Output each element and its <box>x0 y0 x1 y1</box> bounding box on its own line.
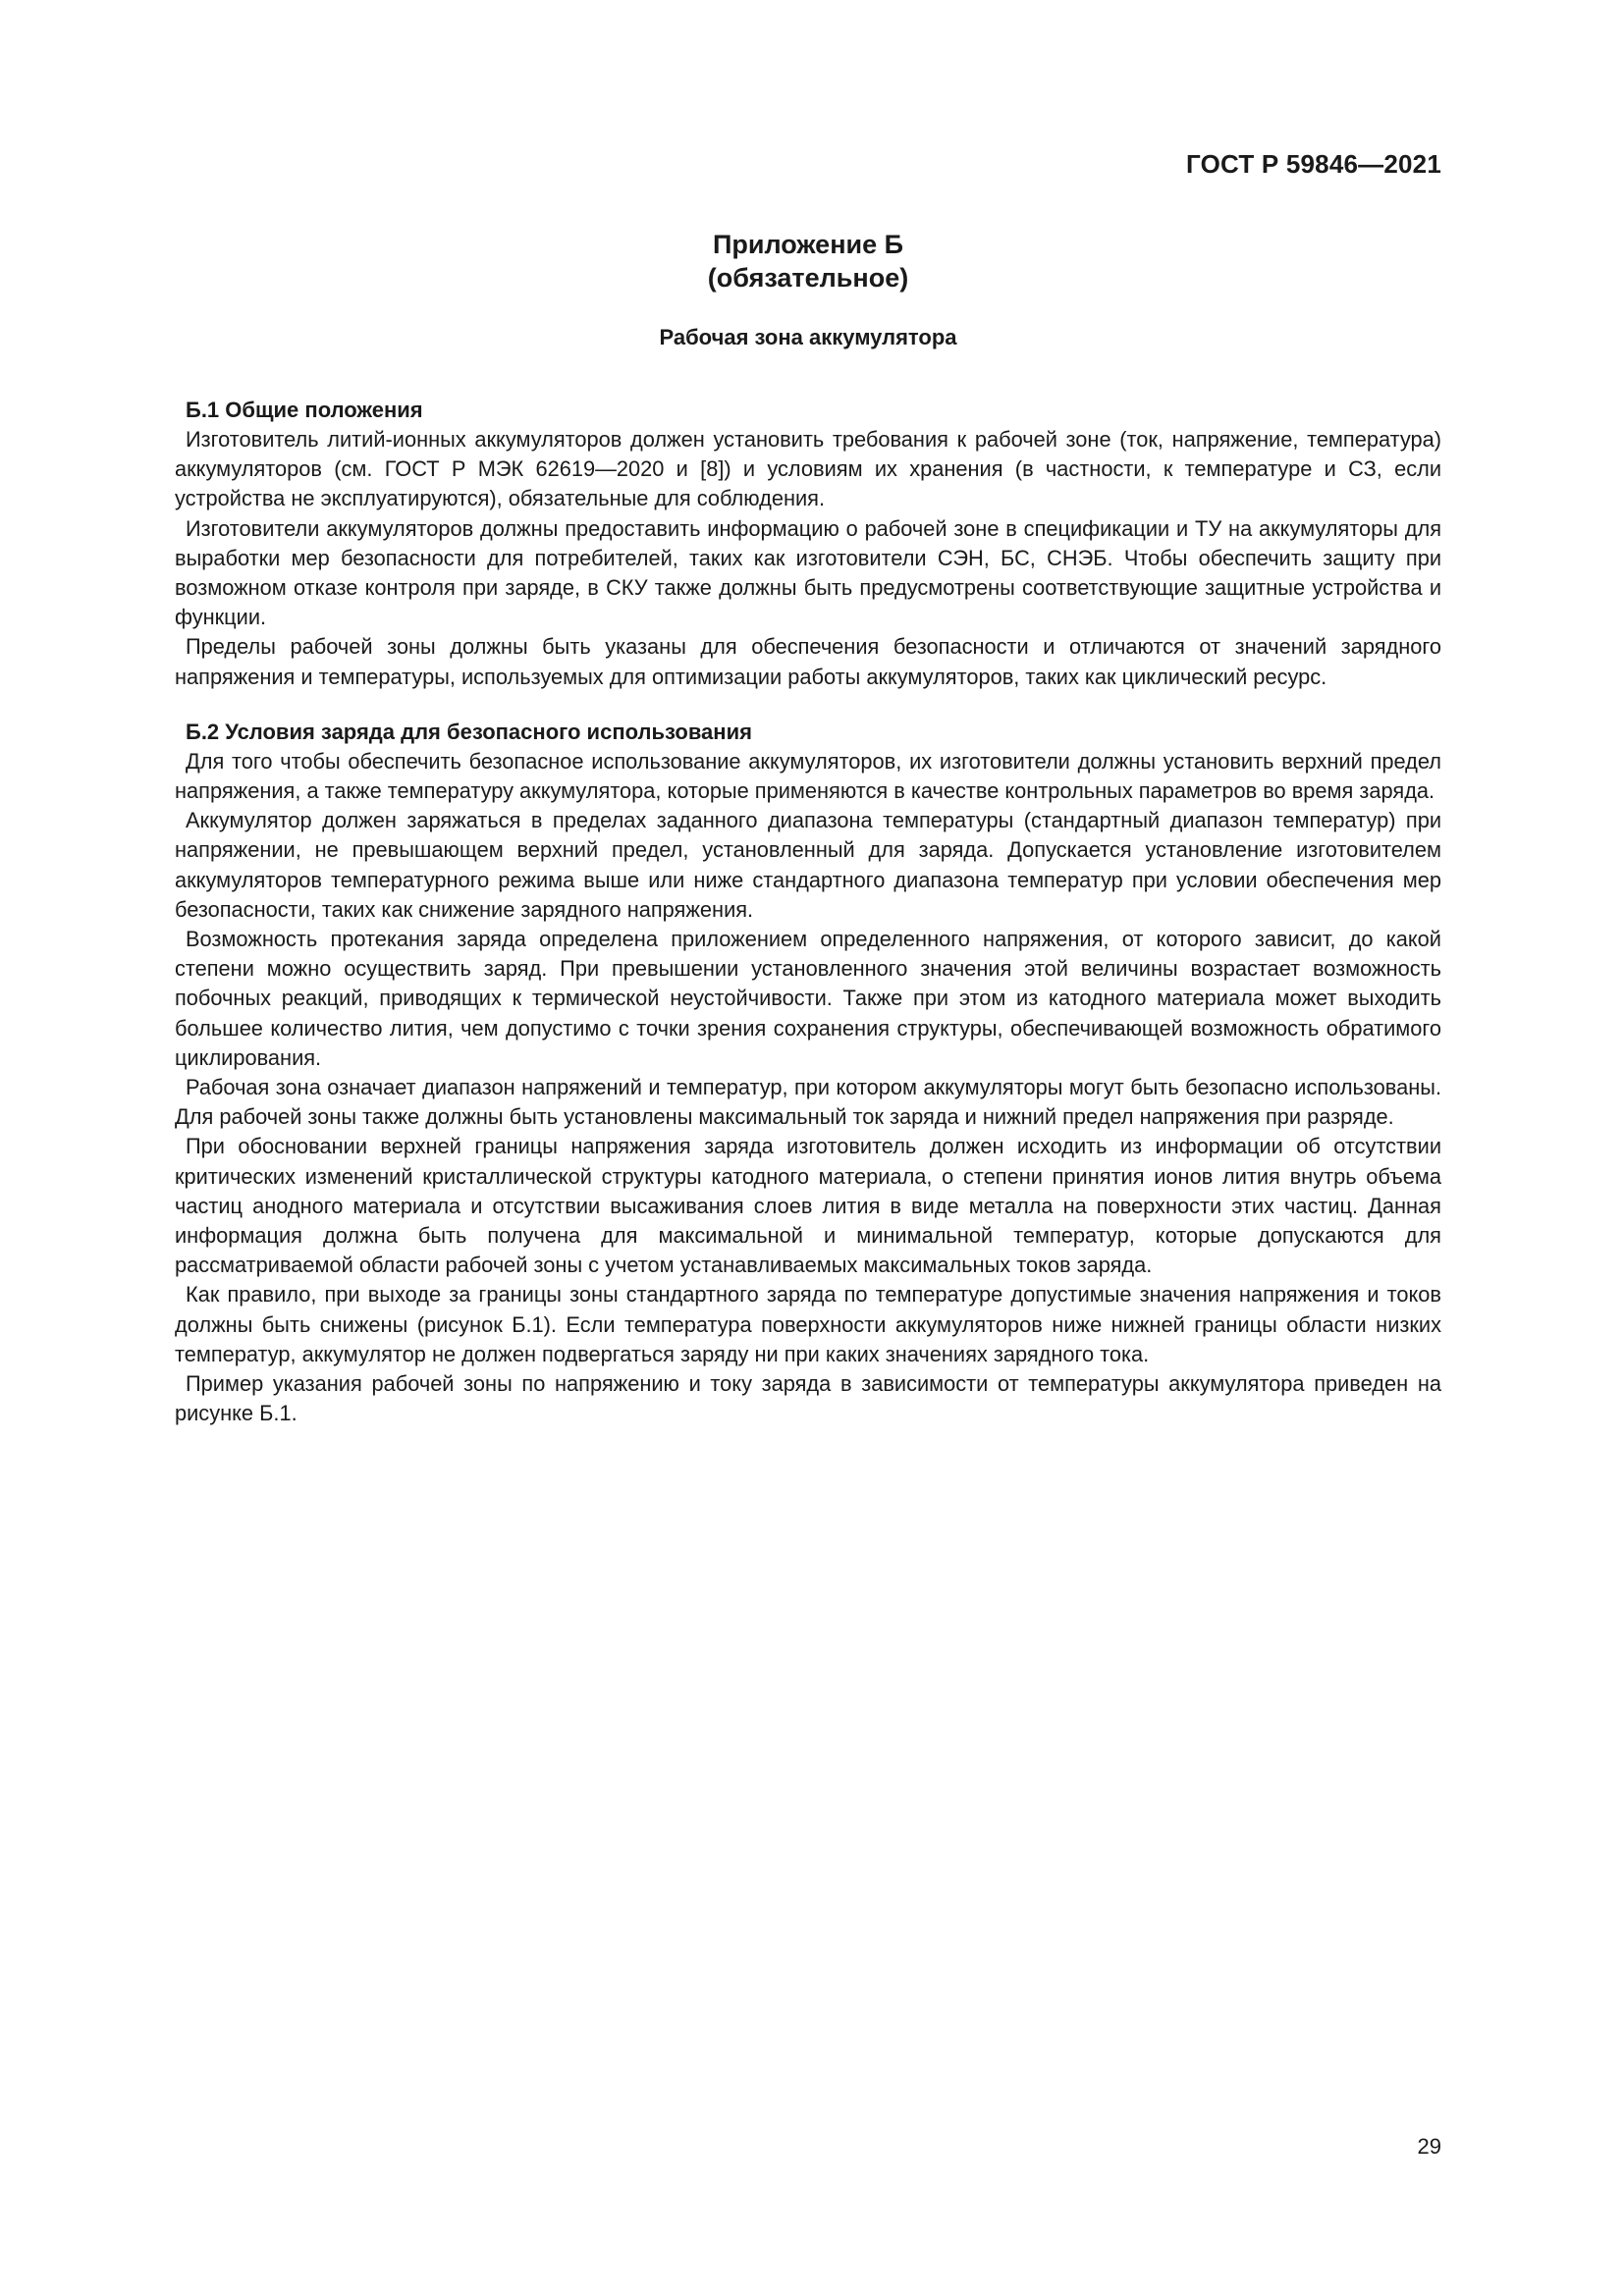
annex-title: Приложение Б <box>712 230 904 259</box>
page-content <box>175 228 1441 1429</box>
annex-heading: Рабочая зона аккумулятора <box>659 325 957 349</box>
section-b2 <box>175 718 1441 1429</box>
annex-status: (обязательное) <box>707 263 909 293</box>
section-title: Б.1 Общие положения <box>186 398 423 422</box>
paragraph: Аккумулятор должен заряжаться в пределах заданного диапазона температуры (стандартный диапазон температур) при напряжении, не превышающем верхний предел, установленный для заряда. Допускается установление изготовителем аккумуляторов температурного режима выше или ниже стандартного диапазона температур при условии обеспечения мер безопасности, таких как снижение зарядного напряжения. <box>175 808 1441 922</box>
paragraph: Возможность протекания заряда определена приложением определенного напряжения, от которого зависит, до какой степени можно осуществить заряд. При превышении установленного значения этой величины возрастает возможность побочных реакций, приводящих к термической неустойчивости. Также при этом из катодного материала может выходить большее количество лития, чем допустимо с точки зрения сохранения структуры, обеспечивающей возможность обратимого циклирования. <box>175 927 1441 1070</box>
paragraph: Изготовитель литий-ионных аккумуляторов должен установить требования к рабочей зоне (ток, напряжение, температура) аккумуляторов (см. ГОСТ Р МЭК 62619—2020 и [8]) и условиям их хранения (в частности, к температуре и СЗ, если устройства не эксплуатируются), обязательные для соблюдения. <box>175 427 1441 511</box>
paragraph: При обосновании верхней границы напряжения заряда изготовитель должен исходить из информации об отсутствии критических изменений кристаллической структуры катодного материала, о степени принятия ионов лития внутрь объема частиц анодного материала и отсутствии высаживания слоев лития в виде металла на поверхности этих частиц. Данная информация должна быть получена для максимальной и минимальной температур, которые допускаются для рассматриваемой области рабочей зоны с учетом устанавливаемых максимальных токов заряда. <box>175 1134 1441 1278</box>
paragraph: Изготовители аккумуляторов должны предоставить информацию о рабочей зоне в спецификации и ТУ на аккумуляторы для выработки мер безопасности для потребителей, таких как изготовители СЭН, БС, СНЭБ. Чтобы обеспечить защиту при возможном отказе контроля при заряде, в СКУ также должны быть предусмотрены соответствующие защитные устройства и функции. <box>175 515 1441 630</box>
paragraph: Как правило, при выходе за границы зоны стандартного заряда по температуре допустимые значения напряжения и токов должны быть снижены (рисунок Б.1). Если температура поверхности аккумуляторов ниже нижней границы области низких температур, аккумулятор не должен подвергаться заряду ни при каких значениях зарядного тока. <box>175 1282 1441 1366</box>
page-number: 29 <box>1417 2134 1441 2159</box>
paragraph: Пример указания рабочей зоны по напряжению и току заряда в зависимости от температуры аккумулятора приведен на рисунке Б.1. <box>175 1371 1441 1426</box>
paragraph: Для того чтобы обеспечить безопасное использование аккумуляторов, их изготовители должны установить верхний предел напряжения, а также температуру аккумулятора, которые применяются в качестве контрольных параметров во время заряда. <box>175 748 1441 804</box>
section-b1 <box>175 396 1441 692</box>
paragraph: Пределы рабочей зоны должны быть указаны для обеспечения безопасности и отличаются от значений зарядного напряжения и температуры, используемых для оптимизации работы аккумуляторов, таких как циклический ресурс. <box>175 634 1441 689</box>
paragraph: Рабочая зона означает диапазон напряжений и температур, при котором аккумуляторы могут быть безопасно использованы. Для рабочей зоны также должны быть установлены максимальный ток заряда и нижний предел напряжения при разряде. <box>175 1075 1441 1130</box>
section-title: Б.2 Условия заряда для безопасного использования <box>186 719 752 744</box>
document-id: ГОСТ Р 59846—2021 <box>1186 149 1441 179</box>
